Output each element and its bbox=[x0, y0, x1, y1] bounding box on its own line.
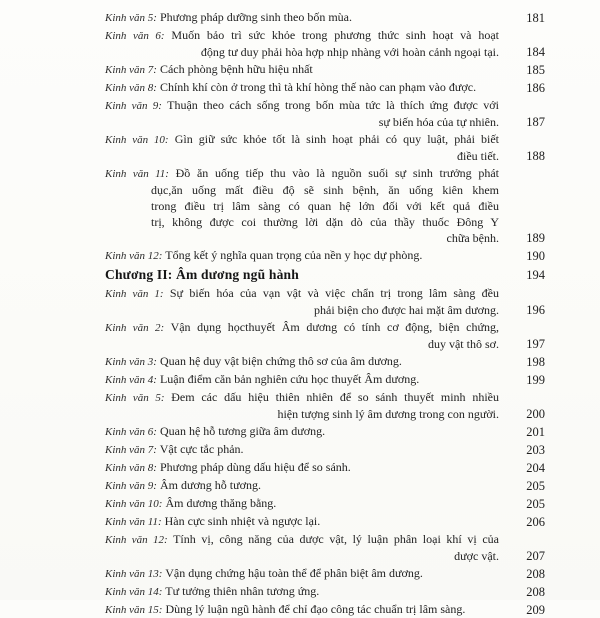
toc-entry bbox=[105, 353, 545, 370]
toc-line: Kinh văn 8: Chính khí còn ở trong thì tà khí hòng thế nào can phạm vào được. bbox=[105, 80, 477, 94]
toc-line: trong điều trị lâm sàng có quan hệ lớn đối với kết quả điều bbox=[151, 199, 499, 213]
toc-page-number: 205 bbox=[526, 497, 545, 511]
toc-entry-text bbox=[105, 389, 499, 422]
toc-page-number: 208 bbox=[526, 585, 545, 599]
toc-entry bbox=[105, 389, 545, 422]
toc-page-number: 203 bbox=[526, 443, 545, 457]
toc-entry-text bbox=[105, 477, 499, 494]
toc-entry-label: Kinh văn 2: bbox=[105, 322, 165, 334]
toc-line: Kinh văn 11: Hàn cực sinh nhiệt và ngược lại. bbox=[105, 514, 321, 528]
toc-line: Kinh văn 1: Sự biến hóa của vạn vật và việc chẩn trị trong lâm sàng đều bbox=[105, 286, 499, 300]
chapter-title: Chương II: Âm dương ngũ hành bbox=[105, 267, 299, 282]
toc-line: điều tiết. bbox=[457, 149, 499, 163]
toc-entry-label: Kinh văn 8: bbox=[105, 82, 157, 94]
toc-entry-text bbox=[105, 267, 499, 283]
toc-entry-text bbox=[105, 495, 499, 512]
toc-entry-label: Kinh văn 13: bbox=[105, 568, 163, 580]
toc-entry bbox=[105, 423, 545, 440]
toc-entry-text bbox=[105, 9, 499, 26]
toc-page-number: 209 bbox=[526, 603, 545, 617]
toc-line: hiện tượng sinh lý âm dương trong con người. bbox=[277, 407, 499, 421]
toc-entry-text bbox=[105, 513, 499, 530]
toc-line: phải biện cho được hai mặt âm dương. bbox=[314, 303, 499, 317]
toc-line: dược vật. bbox=[454, 549, 499, 563]
toc-entry bbox=[105, 79, 545, 96]
toc-entry-text bbox=[105, 97, 499, 130]
toc-entry-label: Kinh văn 9: bbox=[105, 100, 162, 112]
toc-entry bbox=[105, 27, 545, 60]
toc-page-number: 185 bbox=[526, 63, 545, 77]
toc-entry-label: Kinh văn 14: bbox=[105, 586, 163, 598]
toc-entry bbox=[105, 285, 545, 318]
toc-entry-label: Kinh văn 9: bbox=[105, 480, 157, 492]
toc-page-number: 208 bbox=[526, 567, 545, 581]
toc-entry-label: Kinh văn 11: bbox=[105, 516, 162, 528]
toc-line: Kinh văn 9: Âm dương hỗ tương. bbox=[105, 478, 261, 492]
toc-page-number: 198 bbox=[526, 355, 545, 369]
toc-entry-label: Kinh văn 12: bbox=[105, 534, 168, 546]
toc-entry bbox=[105, 371, 545, 388]
toc-entry-label: Kinh văn 8: bbox=[105, 462, 157, 474]
toc-line: Kinh văn 15: Dùng lý luận ngũ hành để chỉ đạo công tác chuẩn trị lâm sàng. bbox=[105, 602, 466, 616]
toc-line: Kinh văn 8: Phương pháp dùng dấu hiệu để so sánh. bbox=[105, 460, 351, 474]
toc-line: Kinh văn 10: Âm dương thăng bằng. bbox=[105, 496, 277, 510]
toc-line: Kinh văn 7: Cách phòng bệnh hữu hiệu nhất bbox=[105, 62, 313, 76]
toc-entry-text bbox=[105, 371, 499, 388]
toc-entry bbox=[105, 97, 545, 130]
toc-entry-text bbox=[105, 441, 499, 458]
toc-entry bbox=[105, 131, 545, 164]
toc-page-number: 207 bbox=[526, 549, 545, 563]
toc-entry bbox=[105, 441, 545, 458]
toc-entry-label: Kinh văn 12: bbox=[105, 250, 163, 262]
toc-line: Kinh văn 10: Gìn giữ sức khỏe tốt là sinh hoạt phải có quy luật, phải biết bbox=[105, 132, 499, 146]
toc-page-number: 190 bbox=[526, 249, 545, 263]
toc-line: Kinh văn 12: Tính vị, công năng của dược vật, lý luận phân loại khí vị của bbox=[105, 532, 499, 546]
toc-page-number: 200 bbox=[526, 407, 545, 421]
toc-page-number: 201 bbox=[526, 425, 545, 439]
toc-entry-label: Kinh văn 6: bbox=[105, 30, 165, 42]
toc-line: Kinh văn 7: Vật cực tắc phản. bbox=[105, 442, 244, 456]
toc-page-number: 206 bbox=[526, 515, 545, 529]
toc-entry-label: Kinh văn 5: bbox=[105, 392, 165, 404]
toc-entry bbox=[105, 531, 545, 564]
toc-line: Kinh văn 12: Tổng kết ý nghĩa quan trọng của nền y học dự phòng. bbox=[105, 248, 423, 262]
toc-page-number: 186 bbox=[526, 81, 545, 95]
toc-entry bbox=[105, 319, 545, 352]
toc-page-number: 187 bbox=[526, 115, 545, 129]
toc-page-number: 196 bbox=[526, 303, 545, 317]
toc-entry bbox=[105, 565, 545, 582]
toc-entry-text bbox=[105, 131, 499, 164]
toc-line: duy vật thô sơ. bbox=[427, 337, 499, 351]
toc-entry bbox=[105, 61, 545, 78]
toc-entry bbox=[105, 601, 545, 618]
toc-page-number: 194 bbox=[526, 268, 545, 282]
toc-entry-label: Kinh văn 7: bbox=[105, 64, 157, 76]
toc-entry-label: Kinh văn 1: bbox=[105, 288, 164, 300]
toc-entry bbox=[105, 495, 545, 512]
toc-entry bbox=[105, 513, 545, 530]
toc-list bbox=[105, 9, 545, 618]
toc-entry-text bbox=[105, 353, 499, 370]
toc-line: Kinh văn 6: Quan hệ hỗ tương giữa âm dương. bbox=[105, 424, 326, 438]
toc-entry bbox=[105, 165, 545, 246]
toc-line: Kinh văn 11: Đồ ăn uống tiếp thu vào là nguồn suối sự sinh trưởng phát bbox=[105, 166, 500, 180]
toc-line: dục,ăn uống mất điều độ sẽ sinh bệnh, ăn uống kiên khem bbox=[151, 183, 499, 197]
toc-entry bbox=[105, 477, 545, 494]
toc-page-number: 197 bbox=[526, 337, 545, 351]
toc-entry-text bbox=[105, 79, 499, 96]
toc-line: Kinh văn 9: Thuận theo cách sống trong bốn mùa tức là thích ứng được với bbox=[105, 98, 499, 112]
toc-entry-text bbox=[105, 27, 499, 60]
toc-entry-label: Kinh văn 5: bbox=[105, 12, 157, 24]
toc-entry-label: Kinh văn 10: bbox=[105, 498, 163, 510]
toc-line: Kinh văn 6: Muốn bảo trì sức khỏe trong phương thức sinh hoạt và hoạt bbox=[105, 28, 499, 42]
toc-entry-text bbox=[105, 247, 499, 264]
toc-entry bbox=[105, 247, 545, 264]
toc-entry bbox=[105, 9, 545, 26]
toc-entry-text bbox=[105, 601, 499, 618]
toc-entry-text bbox=[105, 165, 499, 246]
toc-line: Kinh văn 5: Đem các dấu hiệu thiên nhiên để so sánh thuyết minh nhiều bbox=[105, 390, 499, 404]
toc-entry-label: Kinh văn 3: bbox=[105, 356, 157, 368]
toc-page-number: 184 bbox=[526, 45, 545, 59]
toc-page-number: 188 bbox=[526, 149, 545, 163]
toc-line: Kinh văn 13: Vận dụng chứng hậu toàn thể để phân biệt âm dương. bbox=[105, 566, 423, 580]
toc-line: trị, không được coi thường lời dặn dò của thầy thuốc Đông Y bbox=[151, 215, 499, 229]
toc-entry bbox=[105, 459, 545, 476]
toc-entry-label: Kinh văn 10: bbox=[105, 134, 169, 146]
toc-entry-text bbox=[105, 61, 499, 78]
toc-page-number: 181 bbox=[526, 11, 545, 25]
toc-chapter-row bbox=[105, 267, 545, 283]
toc-entry-text bbox=[105, 565, 499, 582]
toc-line: Kinh văn 4: Luận điểm căn bản nghiên cứu học thuyết Âm dương. bbox=[105, 372, 420, 386]
toc-page-number: 205 bbox=[526, 479, 545, 493]
toc-line: Kinh văn 2: Vận dụng họcthuyết Âm dương có tính cơ động, biện chứng, bbox=[105, 320, 499, 334]
toc-entry-label: Kinh văn 6: bbox=[105, 426, 157, 438]
toc-entry-text bbox=[105, 583, 499, 600]
toc-line: Kinh văn 3: Quan hệ duy vật biện chứng thô sơ của âm dương. bbox=[105, 354, 402, 368]
toc-line: chữa bệnh. bbox=[446, 231, 499, 245]
toc-entry-text bbox=[105, 285, 499, 318]
toc-line: Kinh văn 5: Phương pháp dưỡng sinh theo bốn mùa. bbox=[105, 10, 352, 24]
toc-page-number: 204 bbox=[526, 461, 545, 475]
toc-entry-label: Kinh văn 4: bbox=[105, 374, 157, 386]
toc-page-number: 199 bbox=[526, 373, 545, 387]
toc-entry bbox=[105, 583, 545, 600]
toc-line: Kinh văn 14: Tư tưởng thiên nhân tương ứng. bbox=[105, 584, 320, 598]
toc-page-number: 189 bbox=[526, 231, 545, 245]
toc-line: động tư duy phải hòa hợp nhịp nhàng với hoàn cảnh ngoại tại. bbox=[200, 45, 499, 59]
toc-line: sự biến hóa của tự nhiên. bbox=[378, 115, 499, 129]
toc-entry-text bbox=[105, 531, 499, 564]
toc-entry-label: Kinh văn 15: bbox=[105, 604, 163, 616]
toc-entry-label: Kinh văn 7: bbox=[105, 444, 157, 456]
toc-entry-text bbox=[105, 423, 499, 440]
toc-entry-text bbox=[105, 459, 499, 476]
toc-entry-text bbox=[105, 319, 499, 352]
toc-entry-label: Kinh văn 11: bbox=[105, 168, 169, 180]
